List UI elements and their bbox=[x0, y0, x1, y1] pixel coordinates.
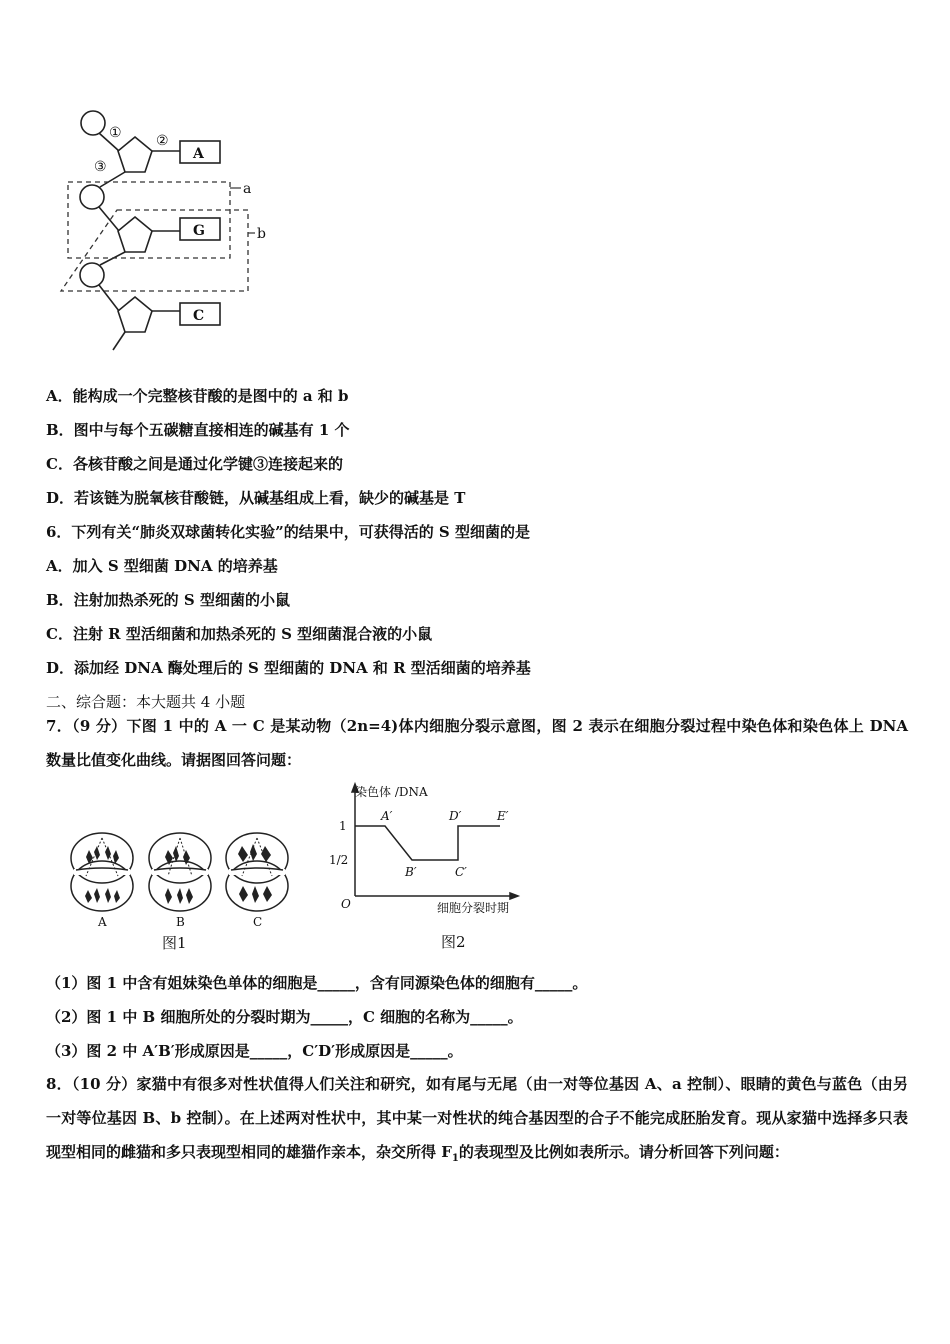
sugar-2 bbox=[118, 217, 152, 252]
nucleotide-chain-figure bbox=[55, 100, 285, 358]
point-e: E′ bbox=[497, 809, 509, 823]
q5-option-d: D．若该链为脱氧核苷酸链，从碱基组成上看，缺少的碱基是 T bbox=[46, 489, 466, 507]
q8-stem bbox=[46, 1067, 908, 1176]
ratio-curve bbox=[355, 826, 500, 860]
q7-sub-1: （1）图 1 中含有姐妹染色单体的细胞是_____，含有同源染色体的细胞有_____。 bbox=[46, 974, 588, 992]
q8-stem-part-1: 8．（10 分）家猫中有很多对性状值得人们关注和研究，如有尾与无尾（由一对等位基因 A、a 控制）、眼睛的黄色与蓝色（由另一对等位基因 B、b 控制）。在上述两对性状中，其中某一对性状的纯合基因型的合子不能完成胚胎发育。现从家猫中选择多只表现型相同的雌猫和多只表现型相同的雄猫作亲本，杂交所得 F bbox=[46, 1075, 908, 1161]
q6-option-a: A．加入 S 型细菌 DNA 的培养基 bbox=[46, 557, 278, 575]
cell-label-a: A bbox=[98, 915, 107, 929]
label-base-a: A bbox=[193, 146, 204, 162]
q6-option-d: D．添加经 DNA 酶处理后的 S 型细菌的 DNA 和 R 型活细菌的培养基 bbox=[46, 659, 531, 677]
q6-option-b: B．注射加热杀死的 S 型细菌的小鼠 bbox=[46, 591, 290, 609]
figure-1-caption: 图1 bbox=[162, 934, 187, 952]
point-b: B′ bbox=[405, 865, 417, 879]
origin-label: O bbox=[341, 897, 351, 911]
q6-stem: 6．下列有关“肺炎双球菌转化实验”的结果中，可获得活的 S 型细菌的是 bbox=[46, 523, 530, 541]
q5-option-c: C．各核苷酸之间是通过化学键③连接起来的 bbox=[46, 455, 343, 473]
phosphate-1 bbox=[81, 111, 105, 135]
cell-label-b: B bbox=[176, 915, 185, 929]
y-tick-1: 1 bbox=[339, 819, 347, 833]
q7-stem: 7．（9 分）下图 1 中的 A 一 C 是某动物（2n=4)体内细胞分裂示意图，图 2 表示在细胞分裂过程中染色体和染色体上 DNA 数量比值变化曲线。请据图回答问题： bbox=[46, 717, 908, 769]
point-a: A′ bbox=[381, 809, 393, 823]
q5-option-b: B．图中与每个五碳糖直接相连的碱基有 1 个 bbox=[46, 421, 350, 439]
figure-2-graph bbox=[325, 780, 540, 952]
label-circle-1: ① bbox=[109, 125, 122, 141]
label-circle-3: ③ bbox=[94, 159, 107, 175]
phosphate-2 bbox=[80, 185, 104, 209]
q8-subscript: 1 bbox=[451, 1153, 459, 1164]
y-tick-half: 1/2 bbox=[329, 853, 349, 867]
phosphate-3 bbox=[80, 263, 104, 287]
q8-stem-part-2: 的表现型及比例如表所示。请分析回答下列问题： bbox=[458, 1143, 789, 1161]
cell-a bbox=[71, 833, 133, 911]
sugar-1 bbox=[118, 137, 152, 172]
q5-option-a: A．能构成一个完整核苷酸的是图中的 a 和 b bbox=[46, 387, 349, 405]
label-a: a bbox=[243, 181, 252, 197]
q6-option-c: C．注射 R 型活细菌和加热杀死的 S 型细菌混合液的小鼠 bbox=[46, 625, 433, 643]
sugar-3 bbox=[118, 297, 152, 332]
x-axis-label: 细胞分裂时期 bbox=[437, 901, 510, 915]
label-circle-2: ② bbox=[156, 133, 169, 149]
label-base-g: G bbox=[193, 223, 205, 239]
q7-sub-3: （3）图 2 中 A′B′形成原因是_____，C′D′形成原因是_____。 bbox=[46, 1042, 463, 1060]
cell-label-c: C bbox=[253, 915, 263, 929]
label-b: b bbox=[257, 226, 266, 242]
point-d: D′ bbox=[449, 809, 462, 823]
point-c: C′ bbox=[455, 865, 467, 879]
figure-1-cells bbox=[62, 828, 302, 952]
q7-sub-2: （2）图 1 中 B 细胞所处的分裂时期为_____，C 细胞的名称为_____。 bbox=[46, 1008, 523, 1026]
figure-2-caption: 图2 bbox=[441, 933, 466, 951]
label-base-c: C bbox=[193, 308, 205, 324]
section-heading: 二、综合题：本大题共 4 小题 bbox=[46, 693, 246, 711]
y-axis-label: 染色体 /DNA bbox=[355, 785, 428, 799]
